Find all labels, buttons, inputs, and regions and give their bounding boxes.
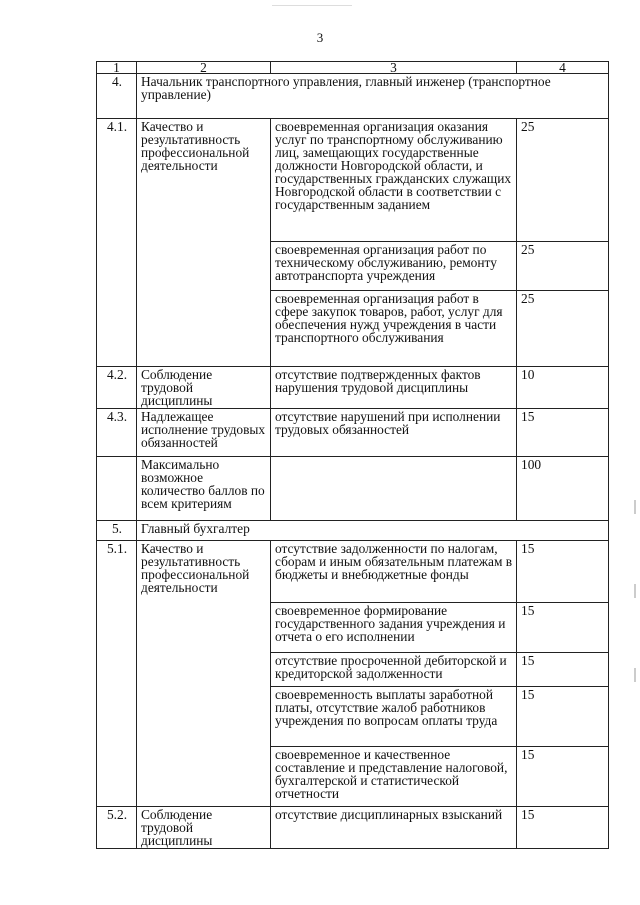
indicator-cell: своевременное и качественное составление и представление налоговой, бухгалтерской и статистической отчетности — [271, 747, 517, 807]
section-header-row — [97, 521, 609, 541]
table-row — [97, 541, 609, 603]
points-cell: 25 — [517, 119, 609, 242]
row-number: 5.2. — [97, 807, 137, 849]
criteria-table — [96, 61, 609, 849]
column-number: 1 — [97, 62, 137, 74]
row-number: 4.3. — [97, 409, 137, 457]
points-cell: 15 — [517, 747, 609, 807]
indicator-cell: отсутствие задолженности по налогам, сборам и иным обязательным платежам в бюджеты и внебюджетные фонды — [271, 541, 517, 603]
scan-edge-marks — [632, 500, 638, 752]
indicator-cell: отсутствие нарушений при исполнении трудовых обязанностей — [271, 409, 517, 457]
section-title: Начальник транспортного управления, главный инженер (транспортное управление) — [137, 74, 609, 119]
criterion-cell: Качество и результативность профессиональной деятельности — [137, 119, 271, 367]
row-number: 5.1. — [97, 541, 137, 807]
points-cell: 25 — [517, 291, 609, 367]
criterion-cell: Соблюдение трудовой дисциплины — [137, 367, 271, 409]
indicator-cell: своевременная организация работ по техническому обслуживанию, ремонту автотранспорта учреждения — [271, 242, 517, 291]
criterion-cell: Соблюдение трудовой дисциплины — [137, 807, 271, 849]
points-cell: 15 — [517, 653, 609, 687]
total-row — [97, 457, 609, 521]
indicator-cell: своевременная организация оказания услуг по транспортному обслуживанию лиц, замещающих государственные должности Новгородской области, и государственных гражданских служащих Новгородской области в соответствии с государственным заданием — [271, 119, 517, 242]
points-cell: 15 — [517, 409, 609, 457]
table-row — [97, 367, 609, 409]
column-number: 3 — [271, 62, 517, 74]
section-header-row — [97, 74, 609, 119]
points-cell: 15 — [517, 807, 609, 849]
indicator-cell: отсутствие просроченной дебиторской и кредиторской задолженности — [271, 653, 517, 687]
criterion-cell: Надлежащее исполнение трудовых обязанностей — [137, 409, 271, 457]
points-cell: 10 — [517, 367, 609, 409]
total-label: Максимально возможное количество баллов по всем критериям — [137, 457, 271, 521]
indicator-cell: своевременность выплаты заработной платы, отсутствие жалоб работников учреждения по вопросам оплаты труда — [271, 687, 517, 747]
indicator-cell: отсутствие подтвержденных фактов нарушения трудовой дисциплины — [271, 367, 517, 409]
section-number: 5. — [97, 521, 137, 541]
section-title: Главный бухгалтер — [137, 521, 609, 541]
indicator-cell: отсутствие дисциплинарных взысканий — [271, 807, 517, 849]
table-row — [97, 807, 609, 849]
section-number: 4. — [97, 74, 137, 119]
points-cell: 15 — [517, 603, 609, 653]
points-cell: 15 — [517, 687, 609, 747]
points-cell: 25 — [517, 242, 609, 291]
row-number: 4.1. — [97, 119, 137, 367]
row-number: 4.2. — [97, 367, 137, 409]
page-number: 3 — [316, 30, 324, 45]
total-points: 100 — [517, 457, 609, 521]
points-cell: 15 — [517, 541, 609, 603]
table-row — [97, 119, 609, 242]
column-number: 4 — [517, 62, 609, 74]
criterion-cell: Качество и результативность профессиональной деятельности — [137, 541, 271, 807]
table-row — [97, 409, 609, 457]
column-number: 2 — [137, 62, 271, 74]
scan-artifact — [272, 0, 352, 6]
indicator-cell: своевременное формирование государственного задания учреждения и отчета о его исполнении — [271, 603, 517, 653]
column-number-row — [97, 62, 609, 74]
indicator-cell: своевременная организация работ в сфере закупок товаров, работ, услуг для обеспечения нужд учреждения в части транспортного обслуживания — [271, 291, 517, 367]
